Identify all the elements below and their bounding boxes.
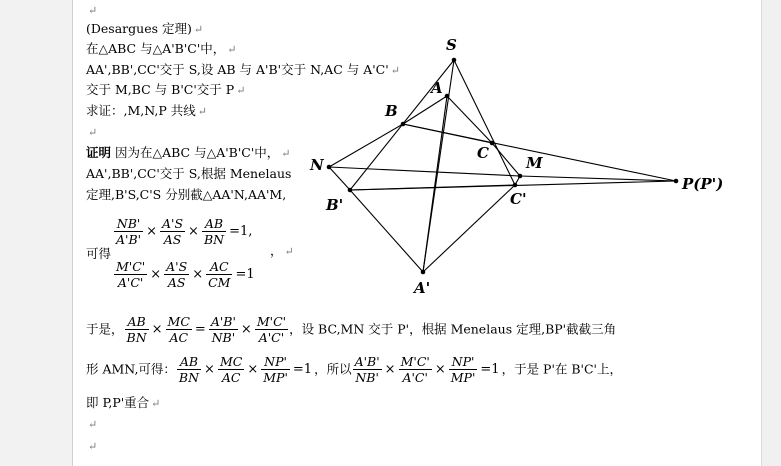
denominator: BN [203,232,225,247]
numerator: MC [167,314,190,329]
para2: 于是， $\frac{AB}{BN}$ × $\frac{MC}{AC}$ = $\frac{A'B'}{NB'}$ × $\frac{M'C'}{A'C'}$ ，设 BC,MN 交于 P'，根据 Menelaus 定理,BP'截截三角 [86,314,617,345]
operator: × [150,267,162,282]
fraction [114,259,147,290]
denominator: MP' [263,370,288,385]
para3: 形 AMN,可得： $\frac{AB}{BN}$ × $\frac{MC}{AC}$ × $\frac{NP'}{MP'}$ =1 ，所以 $\frac{A'B'}{NB'}$ × $\frac{M'C'}{A'C'}$ × $\frac{NP'}{MP'}$ =1 ，于是 P'在 B'C'上， [86,354,622,385]
denominator: MP' [450,370,476,385]
prove-statement: 求证：,M,N,P 共线 ↵ [86,103,207,118]
empty-line-2: ↵ [88,418,98,431]
equation-2 [113,259,257,290]
equation-3 [124,314,290,345]
proof-line-3: 定理,B'S,C'S 分别截△AA'N,AA'M, [86,187,287,202]
denominator: AS [160,231,185,247]
fraction [218,354,244,385]
numerator: A'B' [210,314,236,329]
operator: × [384,361,396,377]
operator: × [188,224,199,239]
operator: × [204,361,215,377]
theorem-title: (Desargues 定理) ↵ [86,21,204,36]
operator: × [434,361,446,377]
denominator: BN [126,330,147,345]
numerator: M'C' [400,354,430,369]
denominator: A'C' [255,329,288,345]
label-S: S [446,36,457,54]
fraction [449,354,478,385]
numerator: NB' [116,216,141,231]
fraction [202,216,226,247]
numerator: M'C' [116,259,146,274]
operator: =1 [480,361,500,377]
fraction [160,216,185,247]
numerator: A'B' [354,354,380,369]
fraction [206,259,232,290]
label-Aprime: A' [414,279,431,297]
vertical-scrollbar[interactable] [761,0,781,466]
label-P: P(P') [682,175,724,193]
operator: × [247,361,259,377]
proof-line-1: 证明 因为在△ABC 与△A'B'C'中， ↵ [86,145,291,160]
denominator: A'C' [114,274,147,290]
equation-4 [176,354,314,385]
label-M: M [526,154,543,172]
denominator: A'B' [116,232,142,247]
fraction [164,259,189,290]
paragraph-mark-line: ↵ [88,4,98,17]
fraction [209,314,238,345]
denominator: AC [166,329,192,345]
empty-line-3: ↵ [88,440,98,453]
numerator: A'S [166,259,188,274]
label-Cprime: C' [510,190,527,208]
fraction [177,354,201,385]
fraction [353,354,382,385]
denominator: NB' [209,329,238,345]
operator: =1 [292,361,313,377]
equation-5 [352,354,502,385]
numerator: NP' [264,354,287,369]
label-N: N [310,156,324,174]
denominator: BN [178,370,200,385]
operator: × [240,321,252,337]
label-Bprime: B' [326,196,344,214]
denominator: AC [218,369,244,385]
numerator: NP' [451,354,475,369]
label-A: A [431,79,443,97]
proof-line-2: AA',BB',CC'交于 S,根据 Menelaus [86,166,292,181]
para4: 即 P,P'重合 ↵ [86,395,161,410]
fraction [261,354,290,385]
denominator: NB' [353,369,382,385]
numerator: MC [219,354,243,369]
denominator: AS [164,274,189,290]
fraction [114,216,143,247]
numerator: M'C' [256,314,287,329]
numerator: AB [204,216,224,231]
operator: =1 [235,267,255,282]
denominator: A'C' [399,369,432,385]
numerator: A'S [162,216,184,231]
operator: × [146,224,157,239]
premise-line-1: 在△ABC 与△A'B'C'中， ↵ [86,41,237,56]
fraction [166,314,192,345]
numerator: AB [127,314,146,329]
empty-line-1: ↵ [88,126,98,139]
operator: = [194,321,206,337]
numerator: AC [209,259,229,274]
numerator: AB [179,354,199,369]
label-C: C [477,144,489,162]
fraction [399,354,432,385]
operator: × [192,267,204,282]
operator: =1, [229,224,253,239]
kede-label: 可得 [86,246,112,261]
fraction [255,314,288,345]
premise-line-3: 交于 M,BC 与 B'C'交于 P ↵ [86,82,246,97]
left-margin [0,0,72,466]
premise-line-2: AA',BB',CC'交于 S,设 AB 与 A'B'交于 N,AC 与 A'C' ↵ [86,62,400,77]
comma-mark: ， ↵ [270,243,294,258]
fraction [125,314,149,345]
label-B: B [385,102,398,120]
equation-1 [113,216,254,247]
operator: × [151,321,163,337]
denominator: CM [208,275,231,290]
